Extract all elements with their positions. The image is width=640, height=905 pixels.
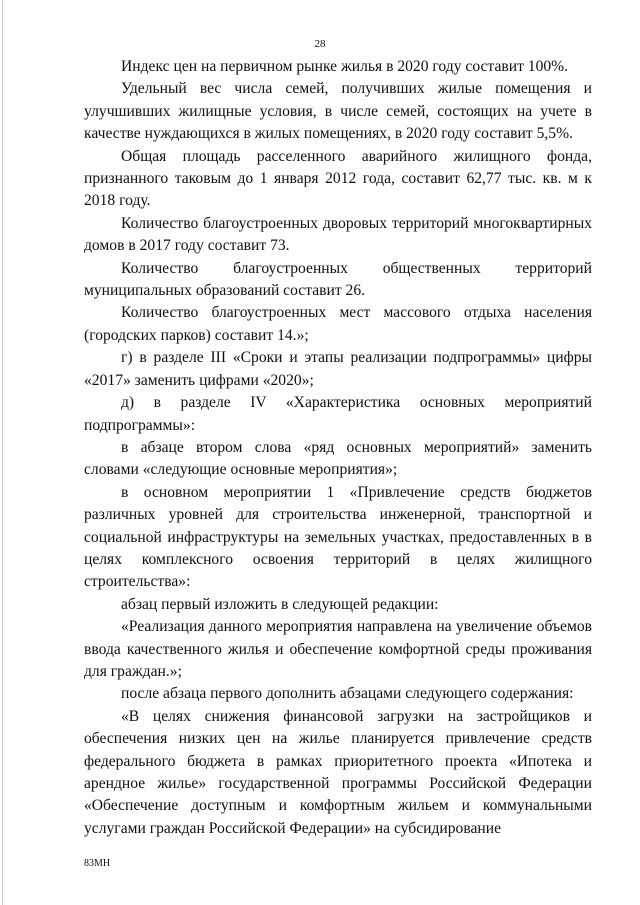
paragraph-first-abzac-edit: абзац первый изложить в следующей редакции: <box>121 595 439 613</box>
paragraph-section-iii: г) в разделе III «Сроки и этапы реализации подпрограммы» цифры «2017» заменить цифрами «2020»; <box>84 349 592 389</box>
page-number: 28 <box>314 38 326 50</box>
paragraph-yard-territories: Количество благоустроенных дворовых территорий многоквартирных домов в 2017 году составит 73. <box>84 214 592 255</box>
paragraph-after-first-abzac: после абзаца первого дополнить абзацами следующего содержания: <box>121 685 574 703</box>
paragraph-price-index: Индекс цен на первичном рынке жилья в 2020 году составит 100%. <box>121 58 569 75</box>
footer-code: 83МН <box>84 858 111 869</box>
paragraph-financial-load: «В целях снижения финансовой загрузки на застройщиков и обеспечения низких цен на жилье планируется привлечение средств федерального бюджета в рамках приоритетного проекта «Ипотека и арендное жилье» государственной программы Российской Федерации «Обеспечение доступным и комфортным жильем и коммунальными услугами граждан Российской Федерации» на субсидирование <box>84 707 592 837</box>
paragraph-measure-realization: «Реализация данного мероприятия направлена на увеличение объемов ввода качественного жилья и обеспечение комфортной среды проживания для граждан.»; <box>84 618 592 680</box>
paragraph-families-share: Удельный вес числа семей, получивших жилые помещения и улучшивших жилищные условия, в числе семей, состоящих на учете в качестве нуждающихся в жилых помещениях, в 2020 году составит 5,5%. <box>84 80 592 143</box>
paragraph-recreation-places: Количество благоустроенных мест массового отдыха населения (городских парков) составит 14.»; <box>84 304 592 344</box>
document-body <box>84 56 592 840</box>
paragraph-main-measure-1: в основном мероприятии 1 «Привлечение средств бюджетов различных уровней для строительства инженерной, транспортной и социальной инфраструктуры на земельных участках, предоставленных в в целях комплексного освоения территорий в целях жилищного строительства»: <box>84 483 592 591</box>
paragraph-public-territories: Количество благоустроенных общественных территорий муниципальных образований составит 26. <box>84 259 592 300</box>
page-edge-line <box>2 0 3 905</box>
paragraph-second-abzac: в абзаце втором слова «ряд основных мероприятий» заменить словами «следующие основные мероприятия»; <box>84 438 592 479</box>
paragraph-emergency-housing: Общая площадь расселенного аварийного жилищного фонда, признанного таковым до 1 января 2012 года, составит 62,77 тыс. кв. м к 2018 году. <box>84 147 592 210</box>
paragraph-section-iv: д) в разделе IV «Характеристика основных мероприятий подпрограммы»: <box>84 394 592 434</box>
